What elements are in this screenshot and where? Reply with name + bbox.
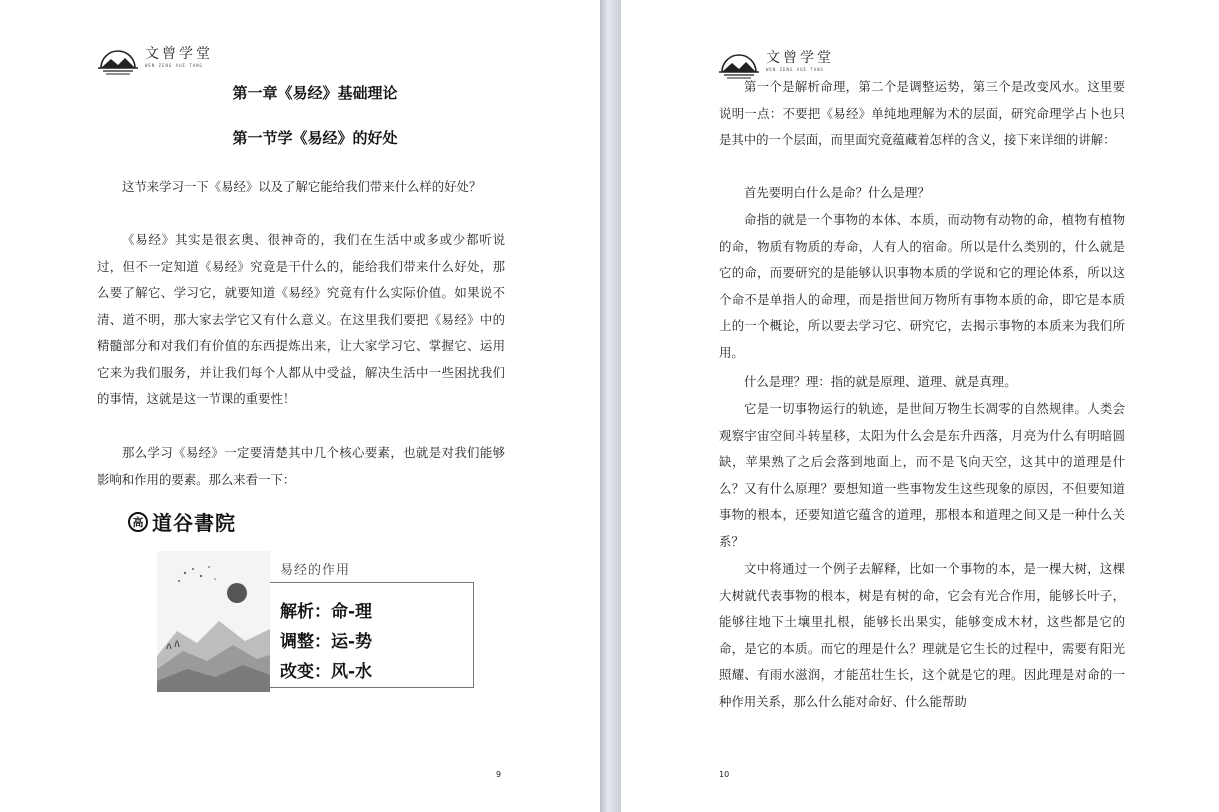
- paragraph: 首先要明白什么是命？什么是理？: [744, 185, 930, 200]
- left-page: [0, 0, 600, 812]
- paragraph: 文中将通过一个例子去解释，比如一个事物的本，是一棵大树，这棵大树就代表事物的根本，树是有树的命，它会有光合作用，能够长叶子，能够往地下土壤里扎根，能够长出果实，能够变成木材，这些都是它的命，是它的本质。而它的理是什么？理就是它生长的过程中，需要有阳光照耀、有雨水滋润，才能茁壮生长，这个就是它的理。因此理是对命的一种作用关系，那么什么能对命好、什么能帮助: [719, 561, 1125, 709]
- paragraph: 第一个是解析命理，第二个是调整运势，第三个是改变风水。这里要说明一点：不要把《易经》单纯地理解为术的层面，研究命理学占卜也只是其中的一个层面，而里面究竟蕴藏着怎样的含义，接下来详细的讲解：: [719, 79, 1125, 147]
- brand-name: 道谷書院: [152, 511, 236, 535]
- logo-name: 文曾学堂: [145, 46, 213, 62]
- chapter-title: 第一章《易经》基础理论: [232, 84, 398, 102]
- logo-subtitle: WEN ZENG XUE TANG: [145, 63, 203, 68]
- logo-mountain-icon: [97, 46, 139, 76]
- paragraph: 这节来学习一下《易经》以及了解它能给我们带来什么样的好处？: [122, 179, 482, 194]
- section-title: 第一节学《易经》的好处: [232, 129, 398, 147]
- figure-row: 调整：运-势: [280, 632, 373, 652]
- brand-seal: 高: [128, 512, 148, 532]
- paragraph: 它是一切事物运行的轨迹，是世间万物生长凋零的自然规律。人类会观察宇宙空间斗转星移，太阳为什么会是东升西落，月亮为什么有明暗圆缺，苹果熟了之后会落到地面上，而不是飞向天空，这其中的道理是什么？又有什么原理？要想知道一些事物发生这些现象的原因，不但要知道事物的根本，还要知道它蕴含的道理，那根本和道理之间又是一种什么关系？: [719, 401, 1125, 549]
- figure-row: 解析：命-理: [280, 602, 373, 622]
- logo-subtitle: WEN ZENG XUE TANG: [766, 67, 824, 72]
- figure-yijing-functions: [157, 551, 474, 692]
- page-number: 9: [496, 770, 502, 779]
- right-page: [621, 0, 1219, 812]
- figure-caption: 易经的作用: [280, 563, 351, 578]
- paragraph: 《易经》其实是很玄奥、很神奇的，我们在生活中或多或少都听说过，但不一定知道《易经》究竟是干什么的，能给我们带来什么好处，那么要了解它、学习它，就要知道《易经》究竟有什么实际价值。如果说不清、道不明，那大家去学它又有什么意义。在这里我们要把《易经》中的精髓部分和对我们有价值的东西提炼出来，让大家学习它、掌握它、运用它来为我们服务，并让我们每个人都从中受益，解决生活中一些困扰我们的事情，这就是这一节课的重要性！: [97, 232, 505, 406]
- paragraph: 什么是理？理：指的就是原理、道理、就是真理。: [744, 374, 1017, 389]
- figure-row: 改变：风-水: [280, 662, 373, 682]
- landscape-illustration: [157, 551, 270, 692]
- logo-name: 文曾学堂: [766, 50, 834, 66]
- brand-logo: [128, 507, 236, 536]
- logo: [97, 46, 213, 76]
- paragraph: 命指的就是一个事物的本体、本质，而动物有动物的命，植物有植物的命，物质有物质的寿命，人有人的宿命。所以是什么类别的，什么就是它的命，而要研究的是能够认识事物本质的学说和它的理论体系，所以这个命不是单指人的命理，而是指世间万物所有事物本质的命，即它是本质上的一个概论，所以要去学习它、研究它，去揭示事物的本质来为我们所用。: [719, 212, 1125, 360]
- page-number: 10: [719, 770, 730, 779]
- page-gutter: [600, 0, 621, 812]
- paragraph: 那么学习《易经》一定要清楚其中几个核心要素，也就是对我们能够影响和作用的要素。那么来看一下：: [97, 445, 505, 487]
